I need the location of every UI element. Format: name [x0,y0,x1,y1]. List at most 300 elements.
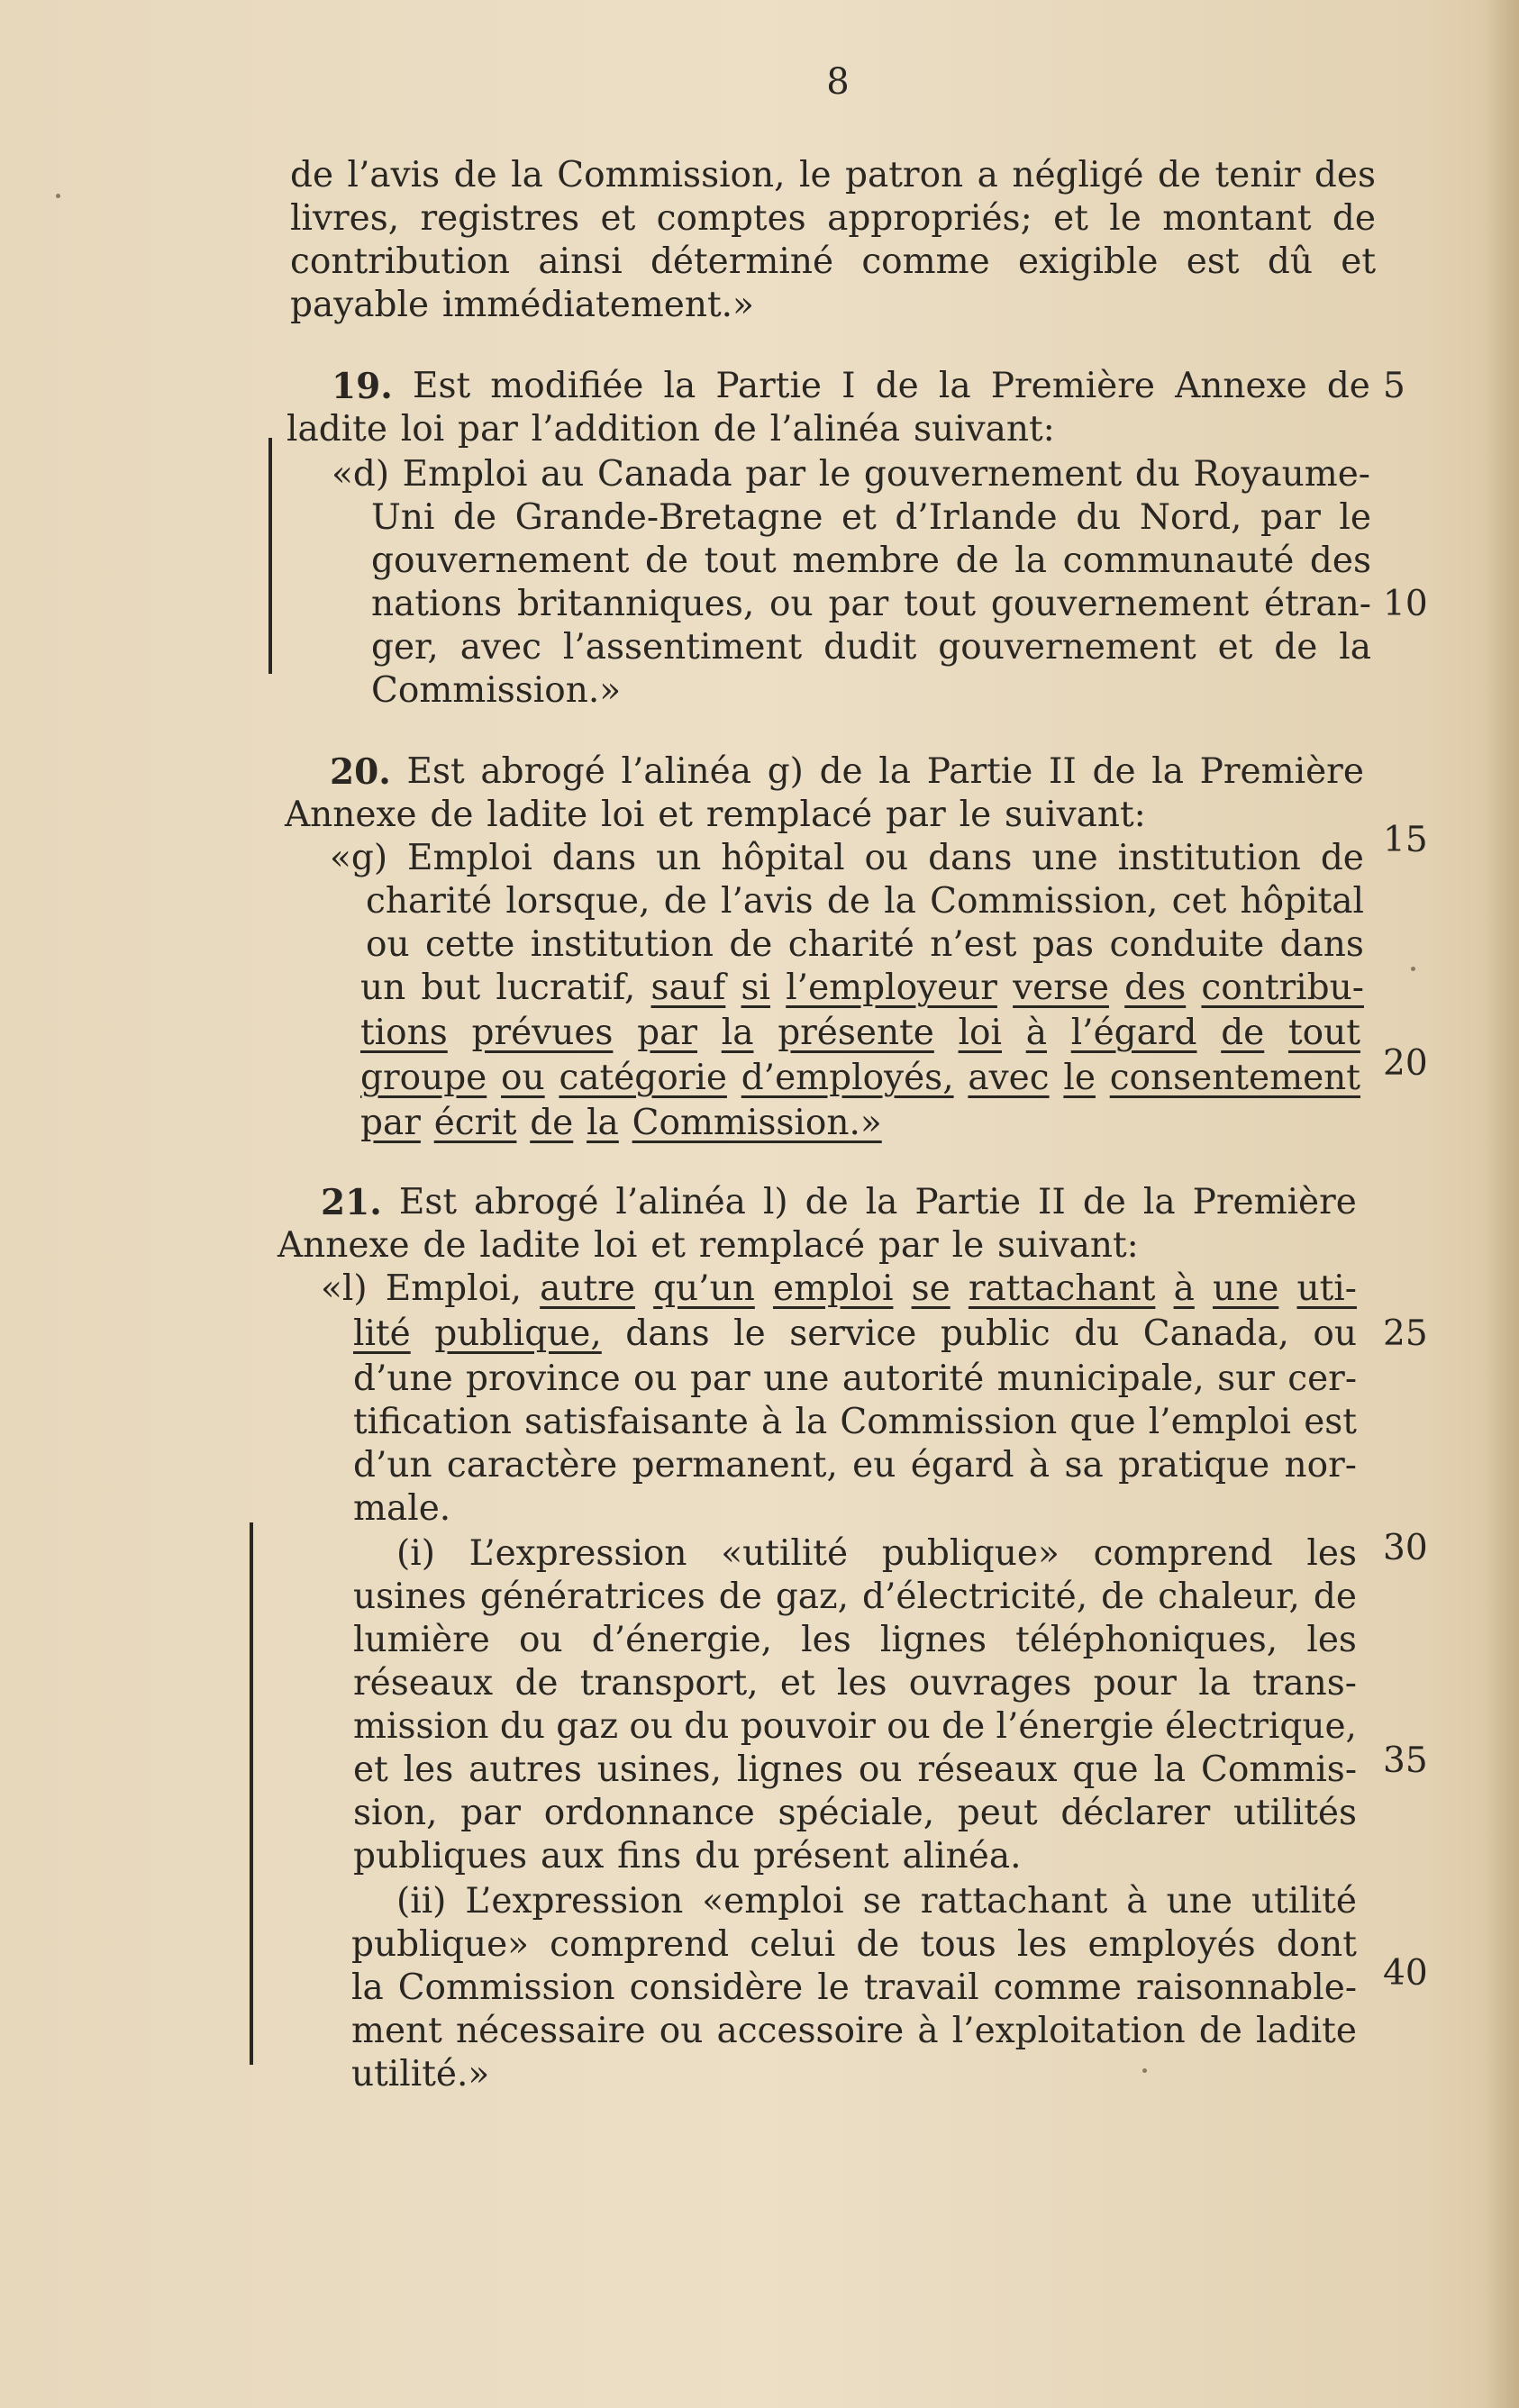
word: la [795,1402,828,1442]
word: eu [852,1445,896,1486]
word: l’avis [347,155,441,195]
word: l’assentiment [562,627,803,668]
text-line [290,240,1376,285]
word: d’Irlande [895,497,1058,538]
word: la [721,1013,754,1053]
word: ladite [1256,2011,1357,2051]
word: présente [778,1013,934,1053]
word: dans [551,838,637,878]
word: Commission, [930,881,1159,922]
word: Est [413,366,471,406]
word: dont [1276,1924,1357,1965]
word: ou [659,2011,704,2051]
word: qu’un [653,1268,755,1309]
word: de [729,924,773,965]
word: dans [1279,924,1364,965]
word: réseaux [917,1749,1058,1790]
word: modifiée [490,366,644,406]
text-line [371,582,1371,627]
word: de [290,155,334,195]
word: comprend [550,1924,730,1965]
word: communauté [1062,541,1295,581]
word: gouvernement [371,541,630,581]
text-line [332,364,1370,409]
word: l) [762,1182,788,1222]
text-line [332,452,1370,497]
word: Annexe [285,795,417,835]
word: de [1092,751,1136,792]
text-line [353,1400,1357,1445]
word: ou [629,1706,673,1747]
word: chaleur, [1158,1577,1300,1617]
word: par [1260,497,1321,538]
word: le [1063,1058,1096,1098]
word: étran- [1264,584,1371,624]
word: catégorie [559,1058,727,1098]
word: de [1198,2011,1242,2051]
word: comptes [656,198,806,239]
text-line [360,1056,1360,1101]
word: de [955,541,999,581]
word: conduite [1109,924,1265,965]
word: «d) [332,454,390,495]
word: de [805,1182,849,1222]
word: d’électricité, [862,1577,1088,1617]
word: de [1221,1013,1265,1053]
word: des [1314,155,1376,195]
word: l’alinéa [621,751,751,792]
word: institution [1117,838,1301,878]
word: male. [353,1488,451,1529]
word: (ii) [396,1881,447,1922]
word: ou [633,1358,678,1399]
text-line [330,750,1364,795]
word: la [884,881,916,922]
word: et [1217,627,1253,668]
word: de [1320,838,1364,878]
word: de [713,409,757,450]
word: caractère [446,1445,618,1486]
word: autorité [841,1358,985,1399]
word: par [885,795,946,835]
word: de [530,1103,574,1143]
word: «utilité [721,1533,849,1574]
word: loi [593,1225,638,1266]
word: la [587,1103,619,1143]
word: verse [1013,968,1109,1008]
word: à [761,1402,783,1442]
text-line [353,1704,1357,1749]
word: Emploi, [385,1268,522,1309]
paper-speck [56,194,60,198]
word: l’employeur [786,968,997,1008]
word: un [360,968,406,1008]
word: II [1049,751,1077,792]
word: de [1313,1577,1357,1617]
word: usines, [596,1749,722,1790]
word: de [663,881,707,922]
word: peut [957,1793,1038,1833]
word: par [360,1103,421,1143]
word: par [460,1793,522,1833]
word: les [1016,1924,1068,1965]
word: si [741,968,771,1008]
word: les [1306,1533,1357,1574]
section-number: 19. [332,366,393,407]
word: du [1074,1313,1120,1354]
word: dudit [823,627,917,668]
word: du [1076,497,1122,538]
text-line [351,1966,1357,2011]
word: Annexe [1175,366,1307,406]
word: la [1153,1749,1187,1790]
word: avec [968,1058,1050,1098]
text-line [371,539,1371,584]
word: hôpital [1240,881,1364,922]
margin-line-number: 25 [1383,1313,1428,1354]
word: le [1109,198,1142,239]
word: les [403,1749,454,1790]
word: tout [704,541,777,581]
revision-bar-paragraph-19 [268,438,272,674]
word: Commission [397,1967,615,2008]
text-line [371,495,1371,541]
word: gouvernement [863,454,1123,495]
word: les [1306,1620,1357,1660]
word: province [466,1358,621,1399]
word: une [1032,838,1098,878]
word: ou [519,1620,563,1660]
word: à [1025,1013,1047,1053]
word: tions [360,1013,448,1053]
word: de [1332,198,1376,239]
word: de [1274,627,1318,668]
word: Commission, [557,155,786,195]
word: trans- [1252,1663,1357,1704]
word: ladite [479,1225,581,1266]
word: du [1134,454,1180,495]
word: et [779,1663,815,1704]
text-line [396,1879,1357,1924]
word: l’égard [1070,1013,1197,1053]
text-line [353,1443,1357,1488]
margin-line-number: 5 [1383,366,1405,406]
word: tout [904,584,977,624]
word: par [689,1358,750,1399]
margin-line-number: 10 [1383,584,1428,624]
word: Royaume- [1193,454,1370,495]
word: la [878,751,912,792]
word: sauf [650,968,726,1008]
text-line [290,153,1376,198]
margin-line-number: 30 [1383,1528,1428,1568]
word: Emploi [402,454,528,495]
word: des [1124,968,1187,1008]
word: la [1142,1182,1176,1222]
word: une [763,1358,830,1399]
word: Commission.» [632,1103,882,1143]
word: loi [600,795,645,835]
word: à [1126,1881,1148,1922]
word: rattachant [968,1268,1156,1309]
word: et [1053,198,1088,239]
text-line [330,836,1364,881]
word: le [959,795,992,835]
word: Commission.» [371,670,622,711]
word: Partie [715,366,822,406]
word: service [789,1313,917,1354]
word: de [1157,155,1201,195]
word: (i) [396,1533,435,1574]
word: le [1339,497,1371,538]
word: «g) [330,838,388,878]
word: et [841,497,877,538]
word: pratique [1118,1445,1270,1486]
word: de [514,1663,559,1704]
word: dû [1267,241,1313,282]
word: une [1166,1881,1232,1922]
word: Première [1199,751,1364,792]
word: le [951,1225,985,1266]
text-line [321,1267,1357,1312]
word: suivant: [1005,795,1146,835]
word: tenir [1214,155,1301,195]
word: de [423,1225,467,1266]
word: la [351,1967,384,2008]
word: de [453,155,497,195]
word: gaz, [775,1577,850,1617]
text-line [371,625,1371,670]
word: Nord, [1139,497,1242,538]
word: des [1309,541,1371,581]
word: «emploi [702,1881,844,1922]
margin-line-number: 20 [1383,1043,1428,1084]
word: de [453,497,497,538]
text-line [366,879,1364,924]
text-line [353,1312,1357,1357]
word: publique, [434,1313,602,1354]
word: téléphoniques, [1015,1620,1278,1660]
word: et [658,795,693,835]
word: Commission [840,1402,1058,1442]
word: par [828,584,889,624]
word: d’énergie, [591,1620,772,1660]
word: à [1028,1445,1051,1486]
word: le [817,1967,850,2008]
word: électrique, [1165,1706,1357,1747]
word: le [799,155,832,195]
word: dans [625,1313,710,1354]
word: ment [351,2011,442,2051]
page-edge-shadow [1483,0,1519,2408]
word: emploi [772,1268,894,1309]
word: sur [1217,1358,1275,1399]
word: un [656,838,702,878]
paper-speck [1142,2068,1147,2073]
word: charité [787,924,914,965]
word: pas [1032,924,1095,965]
word: une [1213,1268,1279,1309]
word: Première [990,366,1155,406]
word: abrogé [474,1182,599,1222]
word: se [862,1881,902,1922]
word: la [1339,627,1371,668]
word: uti- [1296,1268,1357,1309]
word: l’exploitation [951,2011,1186,2051]
word: ou [769,584,814,624]
word: du [499,1706,545,1747]
word: sa [1064,1445,1104,1486]
word: lucratif, [496,968,636,1008]
text-line [351,2052,503,2097]
word: comme [861,241,990,282]
word: de [1101,1577,1145,1617]
word: sion, [353,1793,438,1833]
word: pouvoir [740,1706,876,1747]
text-line [360,1101,896,1146]
word: considère [629,1967,804,2008]
word: autres [468,1749,582,1790]
word: public [940,1313,1051,1354]
word: pour [1093,1663,1177,1704]
word: livres, [290,198,400,239]
word: avec [459,627,541,668]
word: à [1173,1268,1195,1309]
word: du [695,1836,741,1876]
word: de [718,1577,762,1617]
word: génératrices [479,1577,705,1617]
text-line [353,1486,464,1531]
word: ou [1313,1313,1357,1354]
word: publiques [353,1836,528,1876]
word: déclarer [1060,1793,1211,1833]
word: tification [353,1402,512,1442]
text-line [277,1223,1152,1268]
word: le [733,1313,766,1354]
word: n’est [930,924,1017,965]
word: la [511,155,543,195]
word: gouvernement [990,584,1250,624]
word: et [353,1749,388,1790]
word: gaz [556,1706,619,1747]
word: cet [1171,881,1227,922]
word: loi [958,1013,1002,1053]
text-line [360,1011,1360,1056]
word: loi [400,409,445,450]
word: aux [540,1836,605,1876]
text-line [360,966,1364,1011]
word: la [865,1182,898,1222]
word: mission [353,1706,489,1747]
word: Partie [914,1182,1022,1222]
word: lumière [353,1620,490,1660]
word: Est [398,1182,458,1222]
word: que [1072,1749,1139,1790]
word: publique» [881,1533,1060,1574]
text-line [353,1748,1357,1793]
word: registres [420,198,580,239]
word: au [541,454,585,495]
text-line [285,793,1160,838]
word: est [1304,1402,1357,1442]
text-line [353,1357,1357,1402]
word: à [917,2011,939,2051]
section-number: 21. [321,1182,382,1223]
word: employés [1087,1924,1256,1965]
word: payable [290,285,430,325]
word: immédiatement.» [441,285,754,325]
word: se [911,1268,951,1309]
word: ouvrages [908,1663,1072,1704]
text-line [353,1575,1357,1620]
word: celui [750,1924,836,1965]
word: permanent, [632,1445,838,1486]
word: l’énergie [996,1706,1154,1747]
word: ou [366,924,410,965]
word: les [836,1663,887,1704]
text-line [290,196,1376,241]
word: suivant: [997,1225,1139,1266]
word: membre [792,541,940,581]
word: lité [353,1313,411,1354]
text-line [353,1618,1357,1663]
word: Annexe [277,1225,410,1266]
word: accessoire [716,2011,905,2051]
word: utilités [1233,1793,1357,1833]
word: Première [1192,1182,1357,1222]
paper-speck [1411,967,1415,971]
word: gouvernement [938,627,1196,668]
word: d’employés, [741,1058,954,1098]
word: négligé [1012,155,1144,195]
word: satisfaisante [524,1402,749,1442]
word: ladite [487,795,588,835]
word: l’alinéa [769,409,901,450]
word: présent [753,1836,889,1876]
word: comme [993,1967,1122,2008]
word: montant [1162,198,1312,239]
word: contribu- [1201,968,1364,1008]
word: Canada, [1142,1313,1289,1354]
word: par [637,1013,698,1053]
word: Grande-Bretagne [514,497,823,538]
word: Uni [371,497,435,538]
word: appropriés; [827,198,1032,239]
word: de [941,1706,986,1747]
word: du [684,1706,730,1747]
word: institution [530,924,714,965]
word: utilité.» [351,2054,490,2095]
word: de [819,751,863,792]
revision-bar-paragraph-21 [250,1522,253,2065]
margin-line-number: 15 [1383,820,1428,860]
word: de [856,1924,900,1965]
word: Est [406,751,465,792]
word: ordonnance [543,1793,755,1833]
word: L’expression [468,1533,687,1574]
section-number: 20. [330,751,391,793]
word: réseaux [353,1663,494,1704]
word: est [1186,241,1240,282]
word: hôpital [721,838,845,878]
word: ou [501,1058,545,1098]
word: contribution [290,241,511,282]
word: la [938,366,971,406]
word: fins [617,1836,682,1876]
word: de [1326,366,1370,406]
word: Commis- [1201,1749,1357,1790]
margin-line-number: 40 [1383,1953,1428,1994]
